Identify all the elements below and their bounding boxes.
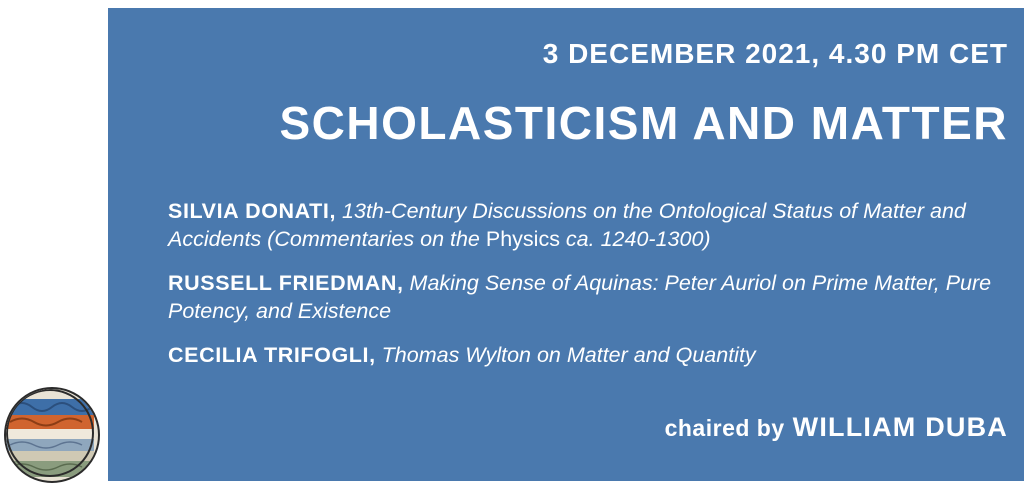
chair-label: chaired by [664,415,785,441]
event-date: 3 DECEMBER 2021, 4.30 PM CET [542,38,1008,69]
speaker-name: RUSSELL FRIEDMAN, [168,270,404,295]
talk-title-part1: Thomas Wylton on Matter and Quantity [381,342,756,367]
talk-title-roman: Physics [485,226,560,251]
list-item [168,270,1010,326]
chair-name: WILLIAM DUBA [792,412,1008,442]
talk-title-part1: Making Sense of Aquinas: Peter Auriol on Prime Matter, Pure Potency, and Existence [168,270,992,323]
organization-logo-icon [4,387,100,483]
talk-title-part1: 13th-Century Discussions on the Ontological Status of Matter and Accidents (Commentaries on the [168,199,966,251]
speaker-name: CECILIA TRIFOGLI, [168,342,376,367]
page-title: SCHOLASTICISM AND MATTER [279,97,1008,149]
talk-title-part2: ca. 1240-1300) [559,226,711,251]
talk-list [168,198,1010,386]
chair-line [665,412,1008,443]
list-item [168,198,1010,254]
poster-banner [108,8,1024,481]
list-item [168,342,1010,370]
speaker-name: SILVIA DONATI, [168,199,337,223]
banner-content [108,8,1024,481]
